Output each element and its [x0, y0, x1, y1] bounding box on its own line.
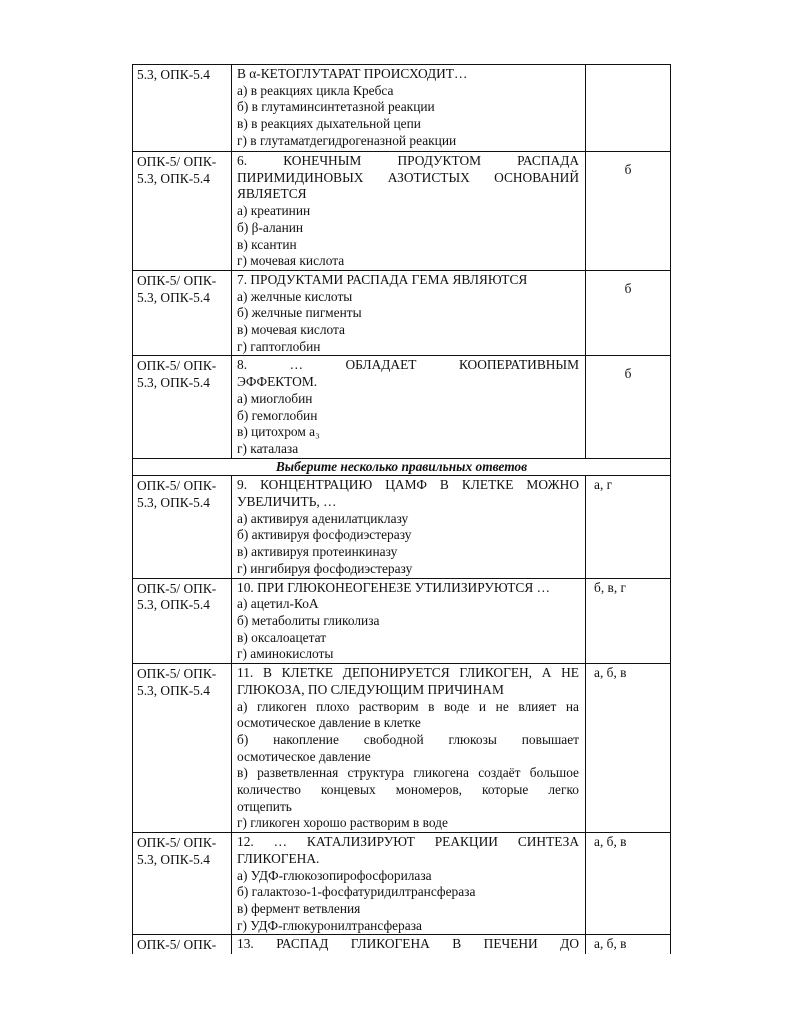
questions-table-body-single: [133, 65, 671, 955]
option-line: г) аминокислоты: [237, 646, 334, 662]
section-title: Выберите несколько правильных ответов: [133, 458, 671, 476]
option-line: в) цитохром а₃: [237, 424, 320, 440]
competency-line: 5.3, ОПК-5.4: [137, 67, 210, 82]
table-row: [133, 833, 671, 935]
question-line: 13. РАСПАД ГЛИКОГЕНА В ПЕЧЕНИ ДО: [237, 936, 579, 952]
option-line: в) в реакциях дыхательной цепи: [237, 116, 421, 132]
option-line: а) ацетил-КоА: [237, 596, 319, 612]
table-row: [133, 270, 671, 356]
question-cell: [232, 65, 586, 152]
competency-line: 5.3, ОПК-5.4: [137, 375, 210, 391]
answer-cell: б: [586, 356, 671, 458]
answer-cell: б: [586, 270, 671, 356]
competency-line: ОПК-5/ ОПК-: [137, 937, 217, 953]
option-line: а) в реакциях цикла Кребса: [237, 82, 394, 98]
option-line: б) метаболиты гликолиза: [237, 612, 380, 628]
competency-cell: [133, 833, 232, 935]
answer-cell: б: [586, 152, 671, 271]
option-line: б) в глутаминсинтетазной реакции: [237, 99, 435, 115]
question-line: ПИРИМИДИНОВЫХ АЗОТИСТЫХ ОСНОВАНИЙ: [237, 169, 579, 185]
table-row: [133, 578, 671, 664]
competency-cell: [133, 935, 232, 955]
option-line: г) гликоген хорошо растворим в воде: [237, 815, 448, 831]
option-line: г) каталаза: [237, 440, 299, 456]
option-line: а) желчные кислоты: [237, 288, 353, 304]
questions-table: [132, 64, 671, 954]
answer-cell: б, в, г: [586, 578, 671, 664]
question-line: ЯВЛЯЕТСЯ: [237, 186, 307, 202]
option-line: б) накопление свободной глюкозы повышает: [237, 731, 579, 747]
question-line: 10. ПРИ ГЛЮКОНЕОГЕНЕЗЕ УТИЛИЗИРУЮТСЯ …: [237, 579, 551, 595]
question-cell: [232, 270, 586, 356]
answer-cell: а, г: [586, 476, 671, 578]
option-line: в) активируя протеинкиназу: [237, 544, 398, 560]
option-line: б) β-аланин: [237, 219, 304, 235]
option-line: г) ингибируя фосфодиэстеразу: [237, 560, 413, 576]
competency-cell: [133, 356, 232, 458]
option-line: а) гликоген плохо растворим в воде и не влияет на: [237, 698, 579, 714]
option-line: б) гемоглобин: [237, 407, 318, 423]
option-line: осмотическое давление в клетке: [237, 715, 421, 731]
competency-line: 5.3, ОПК-5.4: [137, 289, 210, 305]
option-line: г) мочевая кислота: [237, 253, 345, 269]
table-row: [133, 65, 671, 152]
question-line: 6. КОНЕЧНЫМ ПРОДУКТОМ РАСПАДА: [237, 153, 579, 168]
question-line: В α-КЕТОГЛУТАРАТ ПРОИСХОДИТ…: [237, 66, 468, 81]
competency-cell: [133, 476, 232, 578]
question-line: ЭФФЕКТОМ.: [237, 374, 318, 390]
competency-line: ОПК-5/ ОПК-: [137, 580, 217, 596]
option-line: а) УДФ-глюкозопирофосфорилаза: [237, 867, 432, 883]
option-line: б) галактозо-1-фосфатуридилтрансфераза: [237, 884, 476, 900]
table-row: [133, 356, 671, 458]
option-line: в) фермент ветвления: [237, 900, 361, 916]
question-line: 8. … ОБЛАДАЕТ КООПЕРАТИВНЫМ: [237, 357, 579, 373]
competency-line: 5.3, ОПК-5.4: [137, 851, 210, 867]
competency-line: ОПК-5/ ОПК-: [137, 835, 217, 851]
competency-cell: [133, 152, 232, 271]
option-line: количество концевых мономеров, которые легко: [237, 782, 579, 798]
question-line: ГЛЮКОЗА, ПО СЛЕДУЮЩИМ ПРИЧИНАМ: [237, 681, 504, 697]
question-line: 7. ПРОДУКТАМИ РАСПАДА ГЕМА ЯВЛЯЮТСЯ: [237, 271, 528, 287]
option-line: а) миоглобин: [237, 390, 313, 406]
option-line: б) активируя фосфодиэстеразу: [237, 527, 412, 543]
competency-line: ОПК-5/ ОПК-: [137, 666, 217, 682]
competency-line: ОПК-5/ ОПК-: [137, 272, 217, 288]
answer-cell: а, б, в: [586, 935, 671, 955]
competency-cell: [133, 270, 232, 356]
option-line: в) мочевая кислота: [237, 322, 346, 338]
question-cell: [232, 356, 586, 458]
option-line: отщепить: [237, 798, 292, 814]
option-line: а) креатинин: [237, 203, 311, 219]
question-line: УВЕЛИЧИТЬ, …: [237, 494, 337, 510]
table-row: [133, 476, 671, 578]
answer-cell: а, б, в: [586, 833, 671, 935]
question-line: 12. … КАТАЛИЗИРУЮТ РЕАКЦИИ СИНТЕЗА: [237, 834, 579, 850]
answer-cell: а, б, в: [586, 664, 671, 833]
table-row: [133, 935, 671, 955]
table-row: [133, 152, 671, 271]
competency-cell: [133, 65, 232, 152]
option-line: г) УДФ-глюкуронилтрансфераза: [237, 917, 422, 933]
question-cell: [232, 152, 586, 271]
competency-line: 5.3, ОПК-5.4: [137, 170, 210, 186]
table-row: [133, 664, 671, 833]
question-line: ГЛИКОГЕНА.: [237, 850, 320, 866]
question-cell: [232, 664, 586, 833]
option-line: б) желчные пигменты: [237, 305, 362, 321]
competency-cell: [133, 664, 232, 833]
question-cell: [232, 935, 586, 955]
option-line: в) оксалоацетат: [237, 629, 327, 645]
section-header-row: [133, 458, 671, 476]
question-cell: [232, 476, 586, 578]
competency-line: ОПК-5/ ОПК-: [137, 478, 217, 494]
question-cell: [232, 833, 586, 935]
competency-line: 5.3, ОПК-5.4: [137, 597, 210, 613]
option-line: осмотическое давление: [237, 748, 371, 764]
option-line: г) гаптоглобин: [237, 338, 321, 354]
competency-line: ОПК-5/ ОПК-: [137, 154, 217, 169]
competency-cell: [133, 578, 232, 664]
option-line: в) ксантин: [237, 236, 297, 252]
option-line: а) активируя аденилатциклазу: [237, 510, 409, 526]
competency-line: 5.3, ОПК-5.4: [137, 495, 210, 511]
option-line: в) разветвленная структура гликогена создаёт большое: [237, 765, 579, 781]
competency-line: 5.3, ОПК-5.4: [137, 682, 210, 698]
question-cell: [232, 578, 586, 664]
answer-cell: [586, 65, 671, 152]
option-line: г) в глутаматдегидрогеназной реакции: [237, 132, 457, 148]
question-line: 9. КОНЦЕНТРАЦИЮ ЦАМФ В КЛЕТКЕ МОЖНО: [237, 477, 579, 493]
question-line: 11. В КЛЕТКЕ ДЕПОНИРУЕТСЯ ГЛИКОГЕН, А НЕ: [237, 665, 579, 681]
competency-line: ОПК-5/ ОПК-: [137, 358, 217, 374]
